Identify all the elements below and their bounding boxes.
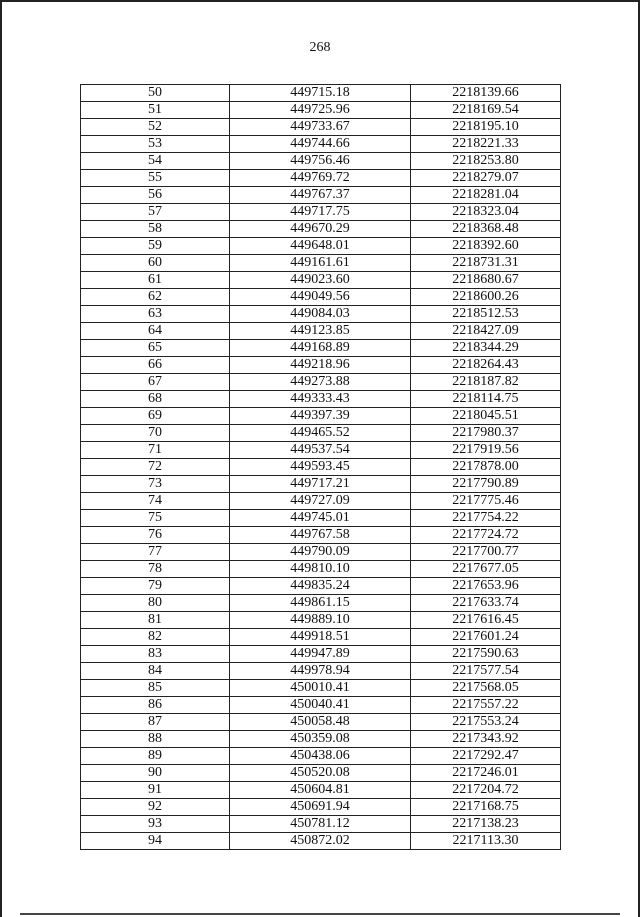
x-coordinate-cell: 450438.06 [230,748,411,765]
x-coordinate-cell: 449273.88 [230,374,411,391]
y-coordinate-cell: 2218169.54 [411,102,561,119]
point-number-cell: 65 [81,340,230,357]
x-coordinate-cell: 450040.41 [230,697,411,714]
y-coordinate-cell: 2218114.75 [411,391,561,408]
point-number-cell: 56 [81,187,230,204]
x-coordinate-cell: 449918.51 [230,629,411,646]
x-coordinate-cell: 449168.89 [230,340,411,357]
point-number-cell: 89 [81,748,230,765]
table-row [81,255,561,272]
x-coordinate-cell: 449084.03 [230,306,411,323]
point-number-cell: 53 [81,136,230,153]
point-number-cell: 73 [81,476,230,493]
x-coordinate-cell: 449756.46 [230,153,411,170]
y-coordinate-cell: 2218392.60 [411,238,561,255]
y-coordinate-cell: 2218045.51 [411,408,561,425]
point-number-cell: 78 [81,561,230,578]
table-row [81,442,561,459]
table-row [81,748,561,765]
y-coordinate-cell: 2218253.80 [411,153,561,170]
point-number-cell: 88 [81,731,230,748]
point-number-cell: 85 [81,680,230,697]
table-row [81,595,561,612]
point-number-cell: 69 [81,408,230,425]
x-coordinate-cell: 449465.52 [230,425,411,442]
table-row [81,765,561,782]
point-number-cell: 93 [81,816,230,833]
x-coordinate-cell: 449810.10 [230,561,411,578]
x-coordinate-cell: 449978.94 [230,663,411,680]
y-coordinate-cell: 2218323.04 [411,204,561,221]
y-coordinate-cell: 2217557.22 [411,697,561,714]
point-number-cell: 64 [81,323,230,340]
y-coordinate-cell: 2217700.77 [411,544,561,561]
table-row [81,204,561,221]
table-row [81,425,561,442]
x-coordinate-cell: 449725.96 [230,102,411,119]
table-row [81,85,561,102]
y-coordinate-cell: 2218600.26 [411,289,561,306]
x-coordinate-cell: 449727.09 [230,493,411,510]
point-number-cell: 83 [81,646,230,663]
point-number-cell: 63 [81,306,230,323]
x-coordinate-cell: 450691.94 [230,799,411,816]
y-coordinate-cell: 2218221.33 [411,136,561,153]
y-coordinate-cell: 2217138.23 [411,816,561,833]
y-coordinate-cell: 2217568.05 [411,680,561,697]
point-number-cell: 66 [81,357,230,374]
point-number-cell: 76 [81,527,230,544]
x-coordinate-cell: 449717.21 [230,476,411,493]
y-coordinate-cell: 2217204.72 [411,782,561,799]
coordinates-table-body [81,85,561,850]
table-row [81,731,561,748]
x-coordinate-cell: 449835.24 [230,578,411,595]
table-row [81,289,561,306]
y-coordinate-cell: 2218680.67 [411,272,561,289]
x-coordinate-cell: 449593.45 [230,459,411,476]
page-border-top [0,0,640,2]
table-row [81,272,561,289]
x-coordinate-cell: 449769.72 [230,170,411,187]
point-number-cell: 54 [81,153,230,170]
y-coordinate-cell: 2217754.22 [411,510,561,527]
table-row [81,459,561,476]
x-coordinate-cell: 449717.75 [230,204,411,221]
y-coordinate-cell: 2218344.29 [411,340,561,357]
table-row [81,510,561,527]
x-coordinate-cell: 449333.43 [230,391,411,408]
x-coordinate-cell: 449733.67 [230,119,411,136]
point-number-cell: 58 [81,221,230,238]
table-row [81,408,561,425]
point-number-cell: 79 [81,578,230,595]
x-coordinate-cell: 449023.60 [230,272,411,289]
table-row [81,119,561,136]
x-coordinate-cell: 449537.54 [230,442,411,459]
point-number-cell: 70 [81,425,230,442]
x-coordinate-cell: 449648.01 [230,238,411,255]
y-coordinate-cell: 2217553.24 [411,714,561,731]
y-coordinate-cell: 2218187.82 [411,374,561,391]
point-number-cell: 74 [81,493,230,510]
point-number-cell: 71 [81,442,230,459]
page-border-left [0,0,2,917]
table-row [81,391,561,408]
y-coordinate-cell: 2217980.37 [411,425,561,442]
table-row [81,221,561,238]
x-coordinate-cell: 450604.81 [230,782,411,799]
table-row [81,697,561,714]
x-coordinate-cell: 449767.58 [230,527,411,544]
table-row [81,578,561,595]
table-row [81,612,561,629]
x-coordinate-cell: 449123.85 [230,323,411,340]
point-number-cell: 90 [81,765,230,782]
y-coordinate-cell: 2217577.54 [411,663,561,680]
y-coordinate-cell: 2217724.72 [411,527,561,544]
y-coordinate-cell: 2218512.53 [411,306,561,323]
y-coordinate-cell: 2218195.10 [411,119,561,136]
point-number-cell: 84 [81,663,230,680]
point-number-cell: 82 [81,629,230,646]
x-coordinate-cell: 449744.66 [230,136,411,153]
y-coordinate-cell: 2217775.46 [411,493,561,510]
point-number-cell: 67 [81,374,230,391]
table-row [81,833,561,850]
table-row [81,544,561,561]
point-number-cell: 81 [81,612,230,629]
point-number-cell: 57 [81,204,230,221]
x-coordinate-cell: 449745.01 [230,510,411,527]
y-coordinate-cell: 2218368.48 [411,221,561,238]
point-number-cell: 60 [81,255,230,272]
point-number-cell: 92 [81,799,230,816]
y-coordinate-cell: 2218731.31 [411,255,561,272]
table-row [81,816,561,833]
table-row [81,799,561,816]
y-coordinate-cell: 2218279.07 [411,170,561,187]
y-coordinate-cell: 2217113.30 [411,833,561,850]
point-number-cell: 59 [81,238,230,255]
point-number-cell: 62 [81,289,230,306]
y-coordinate-cell: 2217633.74 [411,595,561,612]
table-row [81,153,561,170]
point-number-cell: 72 [81,459,230,476]
x-coordinate-cell: 449397.39 [230,408,411,425]
y-coordinate-cell: 2217246.01 [411,765,561,782]
table-row [81,629,561,646]
y-coordinate-cell: 2217677.05 [411,561,561,578]
y-coordinate-cell: 2217878.00 [411,459,561,476]
x-coordinate-cell: 450781.12 [230,816,411,833]
point-number-cell: 86 [81,697,230,714]
page-border-bottom [20,913,620,915]
table-row [81,527,561,544]
table-row [81,646,561,663]
y-coordinate-cell: 2218281.04 [411,187,561,204]
x-coordinate-cell: 449161.61 [230,255,411,272]
point-number-cell: 68 [81,391,230,408]
x-coordinate-cell: 449861.15 [230,595,411,612]
y-coordinate-cell: 2218139.66 [411,85,561,102]
table-row [81,714,561,731]
x-coordinate-cell: 450520.08 [230,765,411,782]
y-coordinate-cell: 2217919.56 [411,442,561,459]
point-number-cell: 94 [81,833,230,850]
y-coordinate-cell: 2217616.45 [411,612,561,629]
x-coordinate-cell: 449218.96 [230,357,411,374]
table-row [81,323,561,340]
table-row [81,782,561,799]
y-coordinate-cell: 2218427.09 [411,323,561,340]
x-coordinate-cell: 449715.18 [230,85,411,102]
x-coordinate-cell: 449790.09 [230,544,411,561]
table-row [81,357,561,374]
point-number-cell: 77 [81,544,230,561]
page-number: 268 [309,40,331,55]
table-row [81,238,561,255]
y-coordinate-cell: 2217653.96 [411,578,561,595]
x-coordinate-cell: 449889.10 [230,612,411,629]
table-row [81,306,561,323]
point-number-cell: 80 [81,595,230,612]
y-coordinate-cell: 2217343.92 [411,731,561,748]
table-row [81,663,561,680]
x-coordinate-cell: 449767.37 [230,187,411,204]
table-row [81,374,561,391]
table-row [81,136,561,153]
table-row [81,340,561,357]
point-number-cell: 87 [81,714,230,731]
x-coordinate-cell: 450359.08 [230,731,411,748]
table-row [81,680,561,697]
point-number-cell: 51 [81,102,230,119]
x-coordinate-cell: 449049.56 [230,289,411,306]
x-coordinate-cell: 449670.29 [230,221,411,238]
table-row [81,187,561,204]
x-coordinate-cell: 449947.89 [230,646,411,663]
table-row [81,493,561,510]
x-coordinate-cell: 450010.41 [230,680,411,697]
y-coordinate-cell: 2217168.75 [411,799,561,816]
point-number-cell: 75 [81,510,230,527]
point-number-cell: 55 [81,170,230,187]
point-number-cell: 91 [81,782,230,799]
y-coordinate-cell: 2217601.24 [411,629,561,646]
coordinates-table [80,84,561,850]
point-number-cell: 50 [81,85,230,102]
y-coordinate-cell: 2218264.43 [411,357,561,374]
y-coordinate-cell: 2217292.47 [411,748,561,765]
table-row [81,170,561,187]
y-coordinate-cell: 2217790.89 [411,476,561,493]
y-coordinate-cell: 2217590.63 [411,646,561,663]
table-row [81,561,561,578]
table-row [81,476,561,493]
point-number-cell: 61 [81,272,230,289]
x-coordinate-cell: 450058.48 [230,714,411,731]
x-coordinate-cell: 450872.02 [230,833,411,850]
table-row [81,102,561,119]
point-number-cell: 52 [81,119,230,136]
